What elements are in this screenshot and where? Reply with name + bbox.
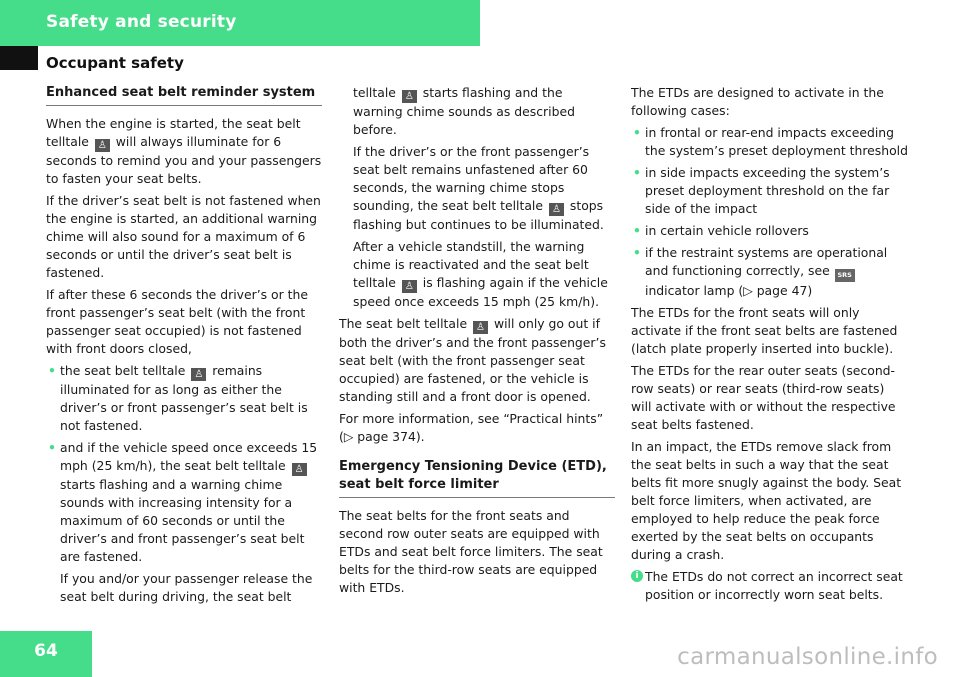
paragraph-practical-hints: For more information, see “Practical hints” (▷ page 374). <box>339 411 604 444</box>
paragraph: The ETDs for the rear outer seats (second-row seats) or rear seats (third-row seats) will activate with or without the respective seat belts fastened. <box>631 363 896 432</box>
text: will always illuminate for 6 seconds to remind you and your passengers to fasten your seat belts. <box>46 134 322 186</box>
text: if the restraint systems are operational and functioning correctly, see <box>645 245 888 278</box>
text: telltale <box>353 85 396 100</box>
paragraph: The seat belts for the front seats and second row outer seats are equipped with ETDs and seat belt force limiters. The seat belts for the third-row seats are equipped with ETDs. <box>339 508 603 595</box>
seat-belt-telltale-icon: ♙ <box>191 368 206 381</box>
paragraph: If after these 6 seconds the driver’s or the front passenger’s seat belt (with the front passenger seat occupied) is not fastened with front doors closed, <box>46 287 308 356</box>
subsection-title: Occupant safety <box>46 54 184 72</box>
text: and if the vehicle speed once exceeds 15 mph (25 km/h), the seat belt telltale <box>60 440 318 473</box>
info-text: The ETDs do not correct an incorrect seat position or incorrectly worn seat belts. <box>645 569 903 602</box>
info-icon: i <box>631 570 643 582</box>
list-item: • in frontal or rear-end impacts exceeding the system’s preset deployment threshold <box>631 124 908 160</box>
corner-marker <box>0 46 38 70</box>
text: indicator lamp (▷ page 47) <box>645 283 813 298</box>
paragraph: If you and/or your passenger release the seat belt during driving, the seat belt <box>60 571 313 604</box>
spacer <box>339 450 615 458</box>
list-item: • in certain vehicle rollovers <box>631 222 908 240</box>
seat-belt-telltale-icon: ♙ <box>402 90 417 103</box>
column-1 <box>46 84 322 610</box>
text: is flashing again if the vehicle speed once exceeds 15 mph (25 km/h). <box>353 275 608 309</box>
seat-belt-telltale-icon: ♙ <box>473 321 488 334</box>
text: When the engine is started, the seat belt telltale <box>46 116 301 149</box>
paragraph <box>339 315 615 406</box>
paragraph <box>46 115 322 188</box>
paragraph <box>339 238 615 311</box>
text: the seat belt telltale <box>60 363 186 378</box>
seat-belt-telltale-icon: ♙ <box>549 203 564 216</box>
seat-belt-telltale-icon: ♙ <box>402 280 417 293</box>
paragraph: The ETDs are designed to activate in the following cases: <box>631 85 884 118</box>
list-item <box>46 362 322 435</box>
paragraph: In an impact, the ETDs remove slack from the seat belts in such a way that the seat belts fit more snugly against the body. Seat belt force limiters, when activated, are employed to help reduce the peak force exerted by the seat belts on occupants during a crash. <box>631 439 902 562</box>
seat-belt-telltale-icon: ♙ <box>292 463 307 476</box>
heading-seat-belt-reminder: Enhanced seat belt reminder system <box>46 84 322 106</box>
text: starts flashing and the warning chime sounds as described before. <box>353 85 575 137</box>
list-item <box>46 439 322 566</box>
page-number: 64 <box>34 641 58 661</box>
srs-indicator-icon: SRS <box>835 269 855 282</box>
paragraph: The ETDs for the front seats will only activate if the front seat belts are fastened (latch plate properly inserted into buckle). <box>631 305 898 356</box>
paragraph <box>339 84 615 139</box>
section-title: Safety and security <box>46 12 237 32</box>
text: starts flashing and a warning chime sounds with increasing intensity for a maximum of 60 seconds or until the driver’s and front passenger’s seat belt are fastened. <box>60 477 305 564</box>
text: will only go out if both the driver’s and the front passenger’s seat belt (with the front passenger seat occupied) are fastened, or the vehicle is standing still and a front door is opened. <box>339 316 606 404</box>
text: remains illuminated for as long as either the driver’s or front passenger’s seat belt is not fastened. <box>60 363 308 433</box>
info-note <box>631 568 908 604</box>
list-item: • in side impacts exceeding the system’s preset deployment threshold on the far side of the impact <box>631 164 908 218</box>
paragraph: If the driver’s seat belt is not fastened when the engine is started, an additional warning chime will also sound for a maximum of 6 seconds or until the driver’s seat belt is fastened. <box>46 193 321 280</box>
text: If the driver’s or the front passenger’s seat belt remains unfastened after 60 seconds, the warning chime stops sounding, the seat belt telltale <box>353 144 590 213</box>
seat-belt-telltale-icon: ♙ <box>95 139 110 152</box>
watermark: carmanualsonline.info <box>677 644 938 670</box>
column-3 <box>631 84 908 604</box>
text: The seat belt telltale <box>339 316 468 331</box>
text: After a vehicle standstill, the warning chime is reactivated and the seat belt telltale <box>353 239 589 290</box>
list-item <box>631 244 908 300</box>
column-2 <box>339 84 615 601</box>
text: stops flashing but continues to be illuminated. <box>353 198 604 232</box>
paragraph <box>339 143 615 234</box>
heading-etd: Emergency Tensioning Device (ETD), seat belt force limiter <box>339 458 615 498</box>
